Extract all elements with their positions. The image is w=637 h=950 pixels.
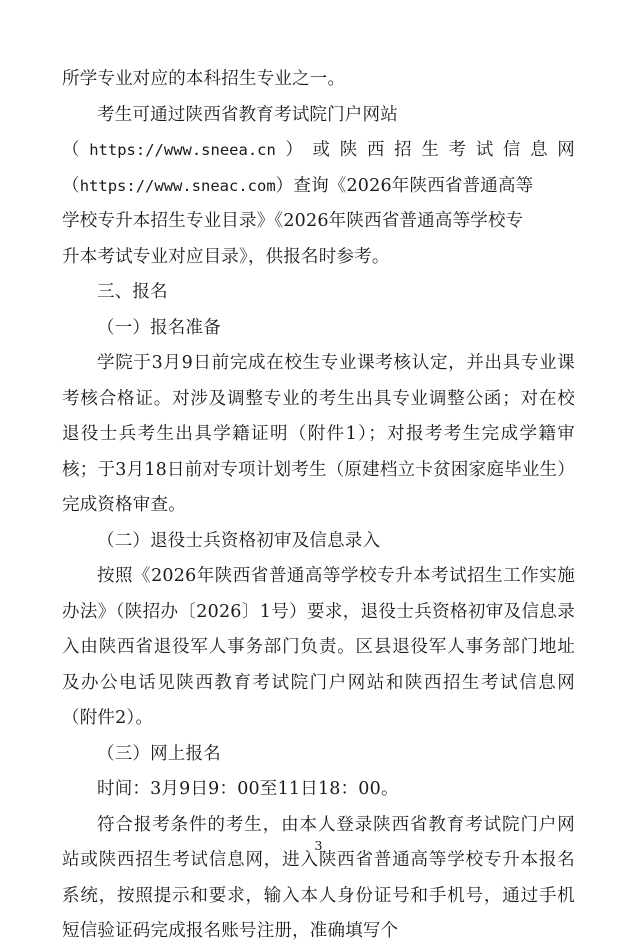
url-separator-text: ）或陕西招生考试信息网 (275, 140, 575, 160)
paragraph-preparation-body: 学院于3月9日前完成在校生专业课考核认定，并出具专业课考核合格证。对涉及调整专业的考生出具专业调整公函；对在校退役士兵考生出具学籍证明（附件1）；对报考考生完成学籍审核；于3月18日前对专项计划考生（原建档立卡贫困家庭毕业生）完成资格审查。 (62, 353, 575, 515)
paragraph-registration-process: 符合报考条件的考生，由本人登录陕西省教育考试院门户网 站或陕西招生考试信息网，进入陕西省普通高等学校专升本报名系统，按照提示和要求，输入本人身份证号和手机号，通过手机短信验证码完成报名账号注册，准确填写个 (62, 814, 575, 941)
paragraph-registration-time: 时间：3月9日9：00至11日18：00。 (97, 779, 399, 799)
subsection-heading-online-registration: （三）网上报名 (97, 743, 221, 764)
paren-open-2: （ (62, 175, 80, 196)
page-number: 3 (314, 838, 323, 853)
document-body (62, 62, 575, 950)
paragraph-2-line-4: 升本考试专业对应目录》，供报名时参考。 (62, 246, 390, 267)
paragraph-2-line-2 (62, 133, 575, 204)
portal-url-sneea: https://www.sneea.cn (89, 141, 276, 159)
subsection-heading-veteran-review: （二）退役士兵资格初审及信息录入 (97, 530, 381, 551)
catalog-text-tail: ）查询《2026年陕西省普通高等 (275, 175, 534, 196)
portal-url-sneac: https://www.sneac.com (79, 176, 276, 195)
paragraph-veteran-review-body: 按照《2026年陕西省普通高等学校专升本考试招生工作实施办法》（陕招办〔2026〕1号）要求，退役士兵资格初审及信息录入由陕西省退役军人事务部门负责。区县退役军人事务部门地址及办公电话见陕西教育考试院门户网站和陕西招生考试信息网（附件2）。 (62, 566, 575, 728)
paren-open: （ (62, 140, 90, 160)
paragraph-2-line-3: 学校专升本招生专业目录》《2026年陕西省普通高等学校专 (62, 211, 524, 231)
paragraph-2-line-1: 考生可通过陕西省教育考试院门户网站 (97, 104, 398, 125)
paragraph-1: 所学专业对应的本科招生专业之一。 (62, 69, 346, 89)
section-heading-registration: 三、报名 (97, 282, 168, 302)
subsection-heading-preparation: （一）报名准备 (97, 317, 221, 338)
